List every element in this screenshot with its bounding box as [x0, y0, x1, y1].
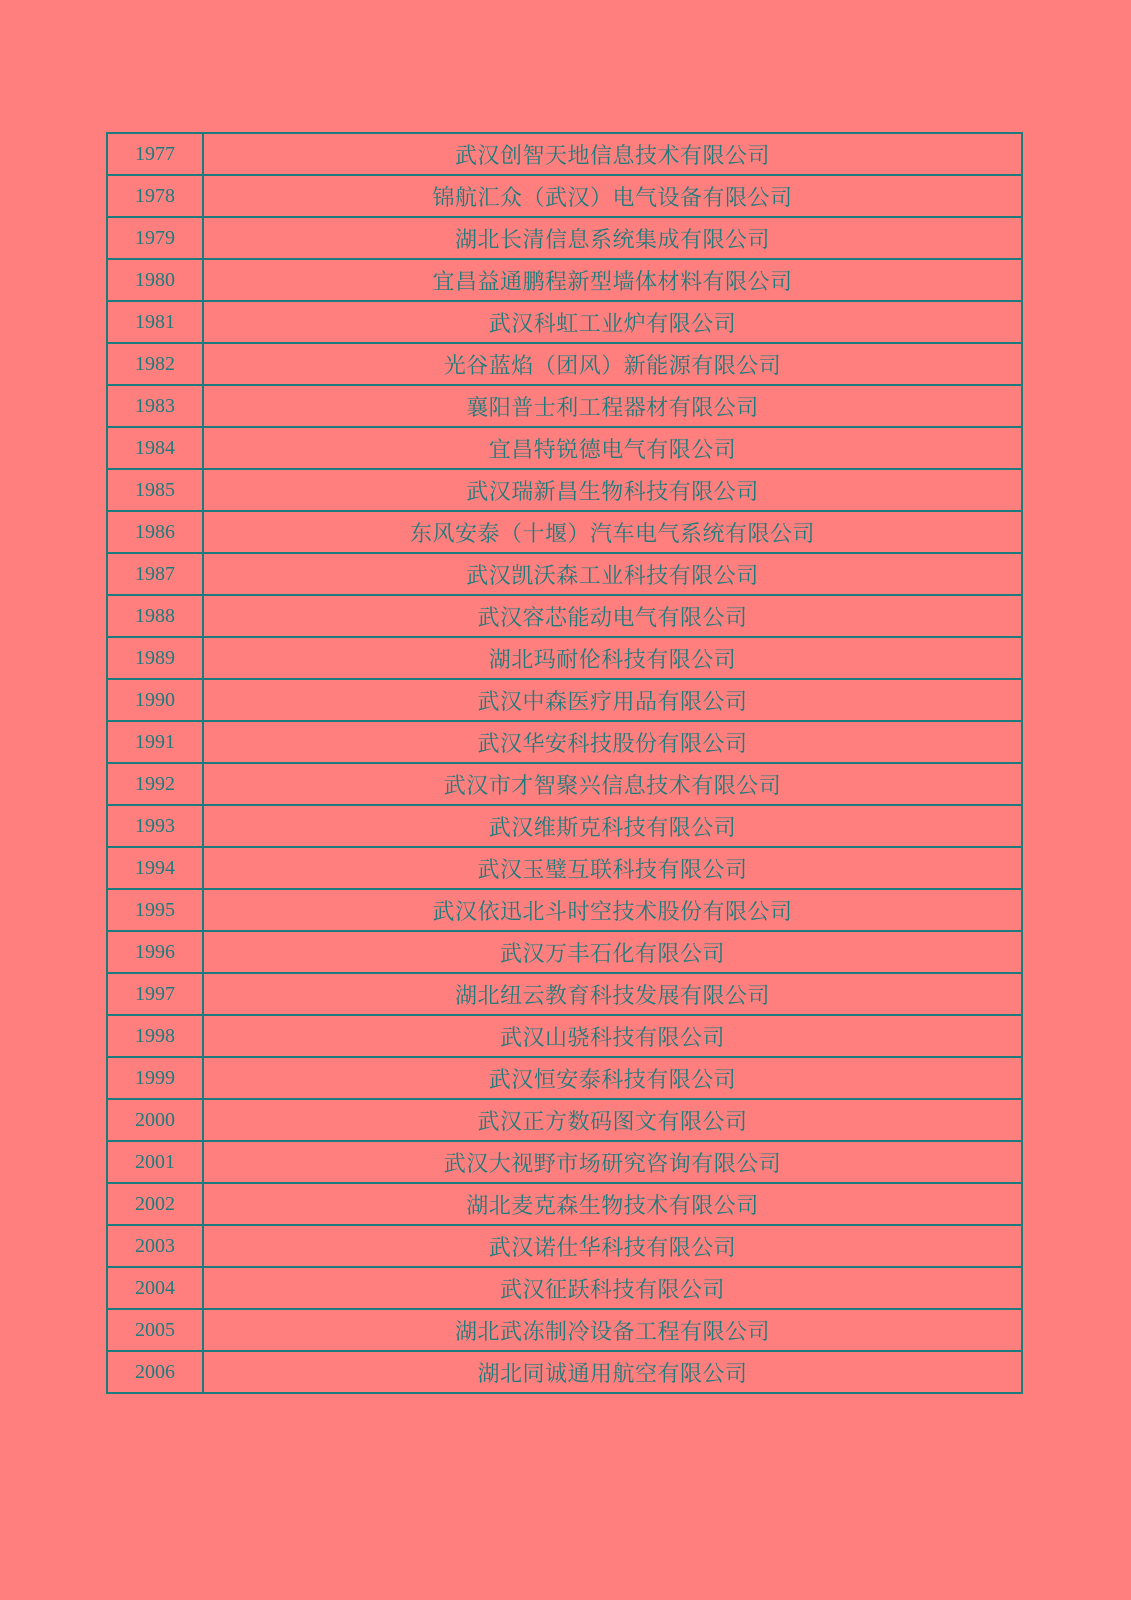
- company-name: 湖北同诚通用航空有限公司: [203, 1351, 1022, 1393]
- row-number: 1993: [107, 805, 203, 847]
- company-name: 武汉中森医疗用品有限公司: [203, 679, 1022, 721]
- company-name: 武汉华安科技股份有限公司: [203, 721, 1022, 763]
- company-name: 武汉山骁科技有限公司: [203, 1015, 1022, 1057]
- company-name: 湖北武冻制冷设备工程有限公司: [203, 1309, 1022, 1351]
- company-name: 武汉创智天地信息技术有限公司: [203, 133, 1022, 175]
- table-row: [107, 1183, 1022, 1225]
- row-number: 2005: [107, 1309, 203, 1351]
- table-row: [107, 427, 1022, 469]
- company-name: 武汉市才智聚兴信息技术有限公司: [203, 763, 1022, 805]
- company-name: 武汉科虹工业炉有限公司: [203, 301, 1022, 343]
- table-row: [107, 133, 1022, 175]
- row-number: 1999: [107, 1057, 203, 1099]
- row-number: 1985: [107, 469, 203, 511]
- table-row: [107, 469, 1022, 511]
- row-number: 2002: [107, 1183, 203, 1225]
- row-number: 1995: [107, 889, 203, 931]
- row-number: 1997: [107, 973, 203, 1015]
- company-name: 湖北麦克森生物技术有限公司: [203, 1183, 1022, 1225]
- table-row: [107, 595, 1022, 637]
- row-number: 2006: [107, 1351, 203, 1393]
- company-name: 武汉依迅北斗时空技术股份有限公司: [203, 889, 1022, 931]
- row-number: 1996: [107, 931, 203, 973]
- table-row: [107, 721, 1022, 763]
- row-number: 2001: [107, 1141, 203, 1183]
- table-row: [107, 259, 1022, 301]
- company-name: 武汉维斯克科技有限公司: [203, 805, 1022, 847]
- company-name: 武汉征跃科技有限公司: [203, 1267, 1022, 1309]
- table-row: [107, 763, 1022, 805]
- table-row: [107, 301, 1022, 343]
- company-name: 湖北玛耐伦科技有限公司: [203, 637, 1022, 679]
- row-number: 1992: [107, 763, 203, 805]
- row-number: 1981: [107, 301, 203, 343]
- company-name: 湖北长清信息系统集成有限公司: [203, 217, 1022, 259]
- table-row: [107, 889, 1022, 931]
- row-number: 1982: [107, 343, 203, 385]
- company-name: 湖北纽云教育科技发展有限公司: [203, 973, 1022, 1015]
- table-row: [107, 175, 1022, 217]
- company-name: 武汉凯沃森工业科技有限公司: [203, 553, 1022, 595]
- table-row: [107, 637, 1022, 679]
- row-number: 1990: [107, 679, 203, 721]
- row-number: 1989: [107, 637, 203, 679]
- table-row: [107, 805, 1022, 847]
- company-name: 锦航汇众（武汉）电气设备有限公司: [203, 175, 1022, 217]
- company-name: 武汉玉璧互联科技有限公司: [203, 847, 1022, 889]
- row-number: 1987: [107, 553, 203, 595]
- table-row: [107, 847, 1022, 889]
- row-number: 2003: [107, 1225, 203, 1267]
- row-number: 1998: [107, 1015, 203, 1057]
- company-name: 武汉诺仕华科技有限公司: [203, 1225, 1022, 1267]
- company-name: 光谷蓝焰（团风）新能源有限公司: [203, 343, 1022, 385]
- company-name: 东风安泰（十堰）汽车电气系统有限公司: [203, 511, 1022, 553]
- table-row: [107, 973, 1022, 1015]
- row-number: 1980: [107, 259, 203, 301]
- table-row: [107, 931, 1022, 973]
- table-row: [107, 1351, 1022, 1393]
- row-number: 1994: [107, 847, 203, 889]
- row-number: 1979: [107, 217, 203, 259]
- row-number: 1991: [107, 721, 203, 763]
- company-name: 武汉万丰石化有限公司: [203, 931, 1022, 973]
- table-row: [107, 1057, 1022, 1099]
- table-row: [107, 343, 1022, 385]
- table-row: [107, 217, 1022, 259]
- table-row: [107, 1267, 1022, 1309]
- company-name: 武汉恒安泰科技有限公司: [203, 1057, 1022, 1099]
- row-number: 2004: [107, 1267, 203, 1309]
- row-number: 1977: [107, 133, 203, 175]
- row-number: 1978: [107, 175, 203, 217]
- table-row: [107, 553, 1022, 595]
- row-number: 1986: [107, 511, 203, 553]
- company-list-table: [106, 132, 1023, 1394]
- table-row: [107, 385, 1022, 427]
- row-number: 1983: [107, 385, 203, 427]
- company-name: 武汉正方数码图文有限公司: [203, 1099, 1022, 1141]
- row-number: 1988: [107, 595, 203, 637]
- company-name: 宜昌益通鹏程新型墙体材料有限公司: [203, 259, 1022, 301]
- table-body: [107, 133, 1022, 1393]
- table-row: [107, 1015, 1022, 1057]
- company-name: 武汉大视野市场研究咨询有限公司: [203, 1141, 1022, 1183]
- row-number: 2000: [107, 1099, 203, 1141]
- row-number: 1984: [107, 427, 203, 469]
- table-row: [107, 679, 1022, 721]
- company-name: 襄阳普士利工程器材有限公司: [203, 385, 1022, 427]
- company-name: 武汉容芯能动电气有限公司: [203, 595, 1022, 637]
- company-name: 武汉瑞新昌生物科技有限公司: [203, 469, 1022, 511]
- table-row: [107, 1141, 1022, 1183]
- table-row: [107, 1099, 1022, 1141]
- table-row: [107, 1309, 1022, 1351]
- company-name: 宜昌特锐德电气有限公司: [203, 427, 1022, 469]
- table-row: [107, 511, 1022, 553]
- table-row: [107, 1225, 1022, 1267]
